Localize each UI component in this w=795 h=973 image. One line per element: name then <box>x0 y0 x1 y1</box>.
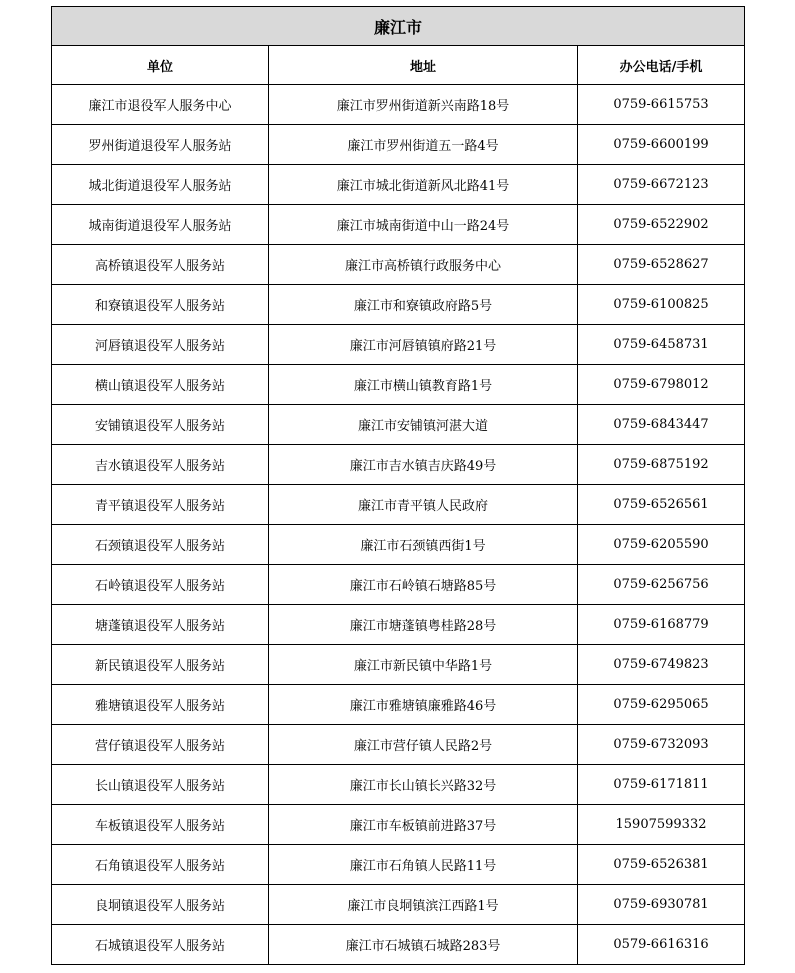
unit-cell: 新民镇退役军人服务站 <box>52 645 269 685</box>
address-cell: 廉江市塘蓬镇粤桂路28号 <box>269 605 578 645</box>
table-row <box>52 845 745 885</box>
service-station-table <box>51 6 745 965</box>
unit-cell: 河唇镇退役军人服务站 <box>52 325 269 365</box>
address-cell: 廉江市安铺镇河湛大道 <box>269 405 578 445</box>
table-row <box>52 365 745 405</box>
address-cell: 廉江市高桥镇行政服务中心 <box>269 245 578 285</box>
phone-cell: 0759-6526381 <box>578 845 745 885</box>
phone-cell: 0759-6100825 <box>578 285 745 325</box>
phone-cell: 0759-6256756 <box>578 565 745 605</box>
table-row <box>52 405 745 445</box>
table-row <box>52 205 745 245</box>
table-row <box>52 805 745 845</box>
table-row <box>52 925 745 965</box>
address-cell: 廉江市河唇镇镇府路21号 <box>269 325 578 365</box>
phone-cell: 0759-6615753 <box>578 85 745 125</box>
table-header-row <box>52 46 745 85</box>
address-cell: 廉江市罗州街道新兴南路18号 <box>269 85 578 125</box>
table-row <box>52 605 745 645</box>
unit-cell: 吉水镇退役军人服务站 <box>52 445 269 485</box>
address-cell: 廉江市石角镇人民路11号 <box>269 845 578 885</box>
unit-cell: 长山镇退役军人服务站 <box>52 765 269 805</box>
phone-cell: 0759-6528627 <box>578 245 745 285</box>
unit-cell: 石岭镇退役军人服务站 <box>52 565 269 605</box>
phone-cell: 0579-6616316 <box>578 925 745 965</box>
address-cell: 廉江市良垌镇滨江西路1号 <box>269 885 578 925</box>
table-row <box>52 885 745 925</box>
address-cell: 廉江市石岭镇石塘路85号 <box>269 565 578 605</box>
address-cell: 廉江市和寮镇政府路5号 <box>269 285 578 325</box>
header-unit: 单位 <box>52 46 269 85</box>
unit-cell: 车板镇退役军人服务站 <box>52 805 269 845</box>
address-cell: 廉江市雅塘镇廉雅路46号 <box>269 685 578 725</box>
address-cell: 廉江市营仔镇人民路2号 <box>269 725 578 765</box>
unit-cell: 雅塘镇退役军人服务站 <box>52 685 269 725</box>
table-row <box>52 245 745 285</box>
phone-cell: 0759-6672123 <box>578 165 745 205</box>
unit-cell: 高桥镇退役军人服务站 <box>52 245 269 285</box>
unit-cell: 和寮镇退役军人服务站 <box>52 285 269 325</box>
unit-cell: 城北街道退役军人服务站 <box>52 165 269 205</box>
table-row <box>52 125 745 165</box>
unit-cell: 罗州街道退役军人服务站 <box>52 125 269 165</box>
phone-cell: 0759-6749823 <box>578 645 745 685</box>
address-cell: 廉江市青平镇人民政府 <box>269 485 578 525</box>
unit-cell: 青平镇退役军人服务站 <box>52 485 269 525</box>
table-body <box>52 85 745 965</box>
phone-cell: 0759-6295065 <box>578 685 745 725</box>
unit-cell: 安铺镇退役军人服务站 <box>52 405 269 445</box>
unit-cell: 石颈镇退役军人服务站 <box>52 525 269 565</box>
phone-cell: 0759-6875192 <box>578 445 745 485</box>
address-cell: 廉江市车板镇前进路37号 <box>269 805 578 845</box>
table-row <box>52 85 745 125</box>
address-cell: 廉江市城北街道新风北路41号 <box>269 165 578 205</box>
phone-cell: 0759-6798012 <box>578 365 745 405</box>
address-cell: 廉江市新民镇中华路1号 <box>269 645 578 685</box>
phone-cell: 0759-6843447 <box>578 405 745 445</box>
phone-cell: 0759-6205590 <box>578 525 745 565</box>
unit-cell: 城南街道退役军人服务站 <box>52 205 269 245</box>
unit-cell: 横山镇退役军人服务站 <box>52 365 269 405</box>
header-phone: 办公电话/手机 <box>578 46 745 85</box>
table-title-row <box>52 7 745 46</box>
phone-cell: 0759-6458731 <box>578 325 745 365</box>
table-row <box>52 645 745 685</box>
address-cell: 廉江市石颈镇西街1号 <box>269 525 578 565</box>
unit-cell: 石城镇退役军人服务站 <box>52 925 269 965</box>
unit-cell: 塘蓬镇退役军人服务站 <box>52 605 269 645</box>
phone-cell: 0759-6930781 <box>578 885 745 925</box>
phone-cell: 0759-6168779 <box>578 605 745 645</box>
phone-cell: 0759-6600199 <box>578 125 745 165</box>
table-row <box>52 565 745 605</box>
unit-cell: 良垌镇退役军人服务站 <box>52 885 269 925</box>
table-row <box>52 485 745 525</box>
phone-cell: 0759-6732093 <box>578 725 745 765</box>
address-cell: 廉江市横山镇教育路1号 <box>269 365 578 405</box>
unit-cell: 石角镇退役军人服务站 <box>52 845 269 885</box>
address-cell: 廉江市吉水镇吉庆路49号 <box>269 445 578 485</box>
unit-cell: 廉江市退役军人服务中心 <box>52 85 269 125</box>
address-cell: 廉江市长山镇长兴路32号 <box>269 765 578 805</box>
table-row <box>52 445 745 485</box>
phone-cell: 0759-6171811 <box>578 765 745 805</box>
address-cell: 廉江市城南街道中山一路24号 <box>269 205 578 245</box>
header-address: 地址 <box>269 46 578 85</box>
phone-cell: 0759-6522902 <box>578 205 745 245</box>
table-row <box>52 165 745 205</box>
table-row <box>52 765 745 805</box>
table-row <box>52 725 745 765</box>
address-cell: 廉江市石城镇石城路283号 <box>269 925 578 965</box>
table-row <box>52 525 745 565</box>
table-title: 廉江市 <box>52 7 745 46</box>
table-row <box>52 685 745 725</box>
phone-cell: 0759-6526561 <box>578 485 745 525</box>
unit-cell: 营仔镇退役军人服务站 <box>52 725 269 765</box>
table-row <box>52 325 745 365</box>
address-cell: 廉江市罗州街道五一路4号 <box>269 125 578 165</box>
contact-table-sheet <box>51 6 744 965</box>
table-row <box>52 285 745 325</box>
phone-cell: 15907599332 <box>578 805 745 845</box>
